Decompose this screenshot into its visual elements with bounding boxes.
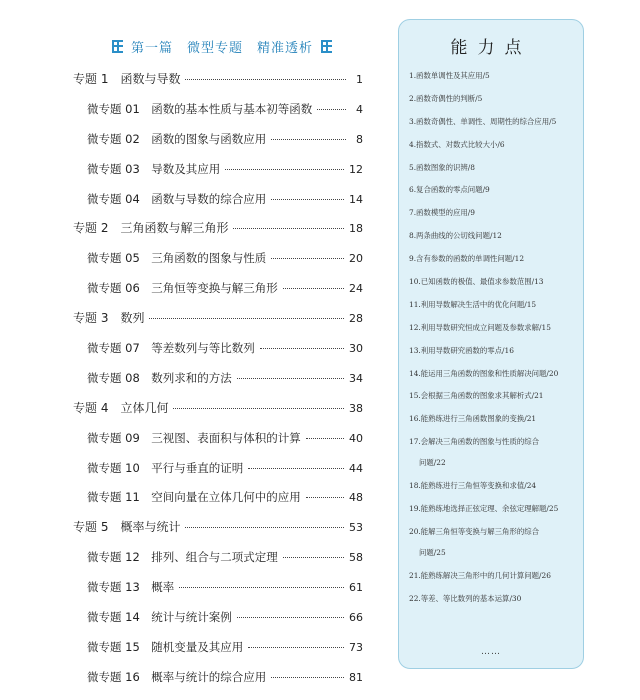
abilities-panel: [398, 19, 584, 669]
toc-entry-label: 微专题 05 三角函数的图象与性质: [87, 251, 267, 266]
section-header: [112, 37, 332, 55]
toc-entry-label: 微专题 01 函数的基本性质与基本初等函数: [87, 101, 313, 116]
ability-item: [409, 207, 579, 218]
dot-leader: [317, 109, 346, 110]
ability-text: 11.利用导数解决生活中的优化问题/15: [409, 299, 537, 309]
ability-item: [409, 162, 579, 173]
toc-subtopic-row[interactable]: [73, 640, 363, 655]
toc-subtopic-row[interactable]: [73, 490, 363, 505]
dot-leader: [179, 587, 344, 588]
dot-leader: [173, 408, 344, 409]
ability-text: 10.已知函数的极值、最值求参数范围/13: [409, 277, 544, 287]
toc-entry-label: 微专题 06 三角恒等变换与解三角形: [87, 281, 278, 296]
toc-page-number: 24: [349, 282, 363, 296]
toc-page-number: 53: [349, 521, 363, 535]
ability-item: [409, 480, 579, 491]
toc-page-number: 8: [356, 132, 363, 146]
ability-item: [409, 570, 579, 581]
ability-item: [409, 503, 579, 514]
abilities-ellipsis: ……: [481, 647, 501, 657]
toc-entry-label: 微专题 03 导数及其应用: [87, 161, 221, 176]
ability-text: 16.能熟练进行三角函数图象的变换/21: [409, 414, 537, 424]
ability-text: 6.复合函数的零点问题/9: [409, 185, 490, 195]
toc-subtopic-row[interactable]: [73, 341, 363, 356]
ability-item: [409, 70, 579, 81]
ability-item: [409, 368, 579, 379]
toc-topic-row[interactable]: [73, 72, 363, 87]
dot-leader: [260, 348, 344, 349]
toc-entry-label: 微专题 10 平行与垂直的证明: [87, 460, 244, 475]
ability-text: 1.函数单调性及其应用/5: [409, 71, 490, 80]
ability-text: 7.函数模型的应用/9: [409, 208, 475, 218]
toc-entry-label: 专题 4 立体几何: [73, 400, 169, 415]
ability-item: [409, 184, 579, 195]
ability-item: [409, 390, 579, 401]
toc-topic-row[interactable]: [73, 401, 363, 416]
ability-text-continued: 问题/25: [419, 547, 446, 557]
toc-entry-label: 微专题 14 统计与统计案例: [87, 610, 232, 625]
ability-item: [409, 299, 579, 310]
dot-leader: [225, 169, 344, 170]
ability-item: [409, 345, 579, 356]
ability-text: 3.函数奇偶性、单调性、周期性的综合应用/5: [409, 116, 557, 126]
ability-text: 19.能熟练地选择正弦定理、余弦定理解题/25: [409, 504, 559, 514]
dot-leader: [248, 647, 344, 648]
toc-subtopic-row[interactable]: [73, 132, 363, 147]
toc-entry-label: 微专题 09 三视图、表面积与体积的计算: [87, 430, 301, 445]
grid-icon-left: [112, 40, 123, 53]
ability-text: 22.等差、等比数列的基本运算/30: [409, 593, 522, 603]
toc-page-number: 61: [349, 581, 363, 595]
toc-entry-label: 微专题 16 概率与统计的综合应用: [87, 669, 267, 684]
toc-page-number: 12: [349, 162, 363, 176]
dot-leader: [149, 318, 344, 319]
toc-page-number: 48: [349, 491, 363, 505]
ability-text: 2.函数奇偶性的判断/5: [409, 93, 483, 103]
toc-page-number: 20: [349, 252, 363, 266]
toc-page-number: 44: [349, 461, 363, 475]
toc-topic-row[interactable]: [73, 311, 363, 326]
ability-text: 21.能熟练解决三角形中的几何计算问题/26: [409, 570, 551, 580]
toc-entry-label: 微专题 11 空间向量在立体几何中的应用: [87, 490, 301, 505]
ability-text: 15.会根据三角函数的图象求其解析式/21: [409, 391, 544, 401]
toc-entry-label: 专题 3 数列: [73, 311, 145, 326]
dot-leader: [271, 258, 344, 259]
toc-page-number: 38: [349, 401, 363, 415]
toc-subtopic-row[interactable]: [73, 371, 363, 386]
toc-entry-label: 专题 1 函数与导数: [73, 72, 181, 86]
toc-topic-row[interactable]: [73, 221, 363, 236]
dot-leader: [237, 378, 344, 379]
section-title: 第一篇 微型专题 精准透析: [130, 40, 313, 56]
toc-page-number: 1: [356, 73, 363, 86]
toc-subtopic-row[interactable]: [73, 580, 363, 595]
toc-subtopic-row[interactable]: [73, 251, 363, 266]
dot-leader: [306, 497, 344, 498]
ability-text: 5.函数图象的识辨/8: [409, 162, 475, 172]
toc-page-number: 40: [349, 431, 363, 445]
toc-subtopic-row[interactable]: [73, 431, 363, 446]
toc-subtopic-row[interactable]: [73, 550, 363, 565]
toc-page-number: 4: [356, 102, 363, 116]
ability-text: 17.会解决三角函数的图象与性质的综合: [409, 437, 540, 447]
toc-subtopic-row[interactable]: [73, 192, 363, 207]
dot-leader: [233, 228, 344, 229]
ability-item: [409, 322, 579, 333]
ability-item: [409, 276, 579, 287]
toc-subtopic-row[interactable]: [73, 610, 363, 625]
ability-text: 20.能解三角恒等变换与解三角形的综合: [409, 526, 540, 536]
ability-item: [409, 526, 579, 558]
dot-leader: [185, 79, 346, 80]
toc-page-number: 18: [349, 222, 363, 236]
dot-leader: [185, 527, 344, 528]
toc-page-number: 58: [349, 551, 363, 565]
dot-leader: [283, 557, 344, 558]
ability-item: [409, 93, 579, 104]
toc-entry-label: 专题 5 概率与统计: [73, 520, 181, 535]
toc-entry-label: 微专题 02 函数的图象与函数应用: [87, 131, 267, 146]
dot-leader: [306, 438, 344, 439]
ability-text: 18.能熟练进行三角恒等变换和求值/24: [409, 481, 537, 491]
toc-subtopic-row[interactable]: [73, 102, 363, 117]
toc-topic-row[interactable]: [73, 520, 363, 535]
toc-page-number: 81: [349, 670, 363, 684]
ability-text: 8.两条曲线的公切线问题/12: [409, 231, 502, 241]
toc-entry-label: 微专题 04 函数与导数的综合应用: [87, 191, 267, 206]
ability-text: 9.含有参数的函数的单调性问题/12: [409, 254, 525, 264]
toc-page-number: 14: [349, 192, 363, 206]
toc-page-number: 34: [349, 371, 363, 385]
toc-page-number: 30: [349, 342, 363, 356]
dot-leader: [271, 199, 344, 200]
toc-subtopic-row[interactable]: [73, 461, 363, 476]
ability-item: [409, 230, 579, 241]
toc-entry-label: 微专题 12 排列、组合与二项式定理: [87, 550, 278, 565]
toc-subtopic-row[interactable]: [73, 281, 363, 296]
ability-text: 12.利用导数研究恒成立问题及参数求解/15: [409, 322, 551, 332]
toc-entry-label: 专题 2 三角函数与解三角形: [73, 221, 229, 236]
abilities-title: 能力点: [450, 38, 532, 58]
dot-leader: [271, 677, 344, 678]
dot-leader: [248, 468, 344, 469]
toc-subtopic-row[interactable]: [73, 670, 363, 685]
ability-item: [409, 139, 579, 150]
toc-entry-label: 微专题 13 概率: [87, 580, 175, 595]
abilities-list: [409, 70, 579, 616]
ability-text: 4.指数式、对数式比较大小/6: [409, 139, 505, 149]
ability-item: [409, 253, 579, 264]
toc-entry-label: 微专题 15 随机变量及其应用: [87, 639, 244, 654]
dot-leader: [283, 288, 344, 289]
toc-page-number: 73: [349, 640, 363, 654]
ability-item: [409, 413, 579, 424]
toc-page-number: 28: [349, 312, 363, 326]
dot-leader: [271, 139, 346, 140]
ability-item: [409, 436, 579, 468]
ability-text-continued: 问题/22: [419, 458, 446, 468]
grid-icon-right: [321, 40, 332, 53]
table-of-contents: [73, 72, 363, 700]
toc-subtopic-row[interactable]: [73, 162, 363, 177]
dot-leader: [237, 617, 344, 618]
ability-text: 14.能运用三角函数的图象和性质解决问题/20: [409, 368, 559, 378]
ability-text: 13.利用导数研究函数的零点/16: [409, 345, 514, 355]
toc-entry-label: 微专题 07 等差数列与等比数列: [87, 341, 255, 356]
toc-page-number: 66: [349, 611, 363, 625]
toc-entry-label: 微专题 08 数列求和的方法: [87, 370, 232, 385]
ability-item: [409, 593, 579, 604]
ability-item: [409, 116, 579, 127]
